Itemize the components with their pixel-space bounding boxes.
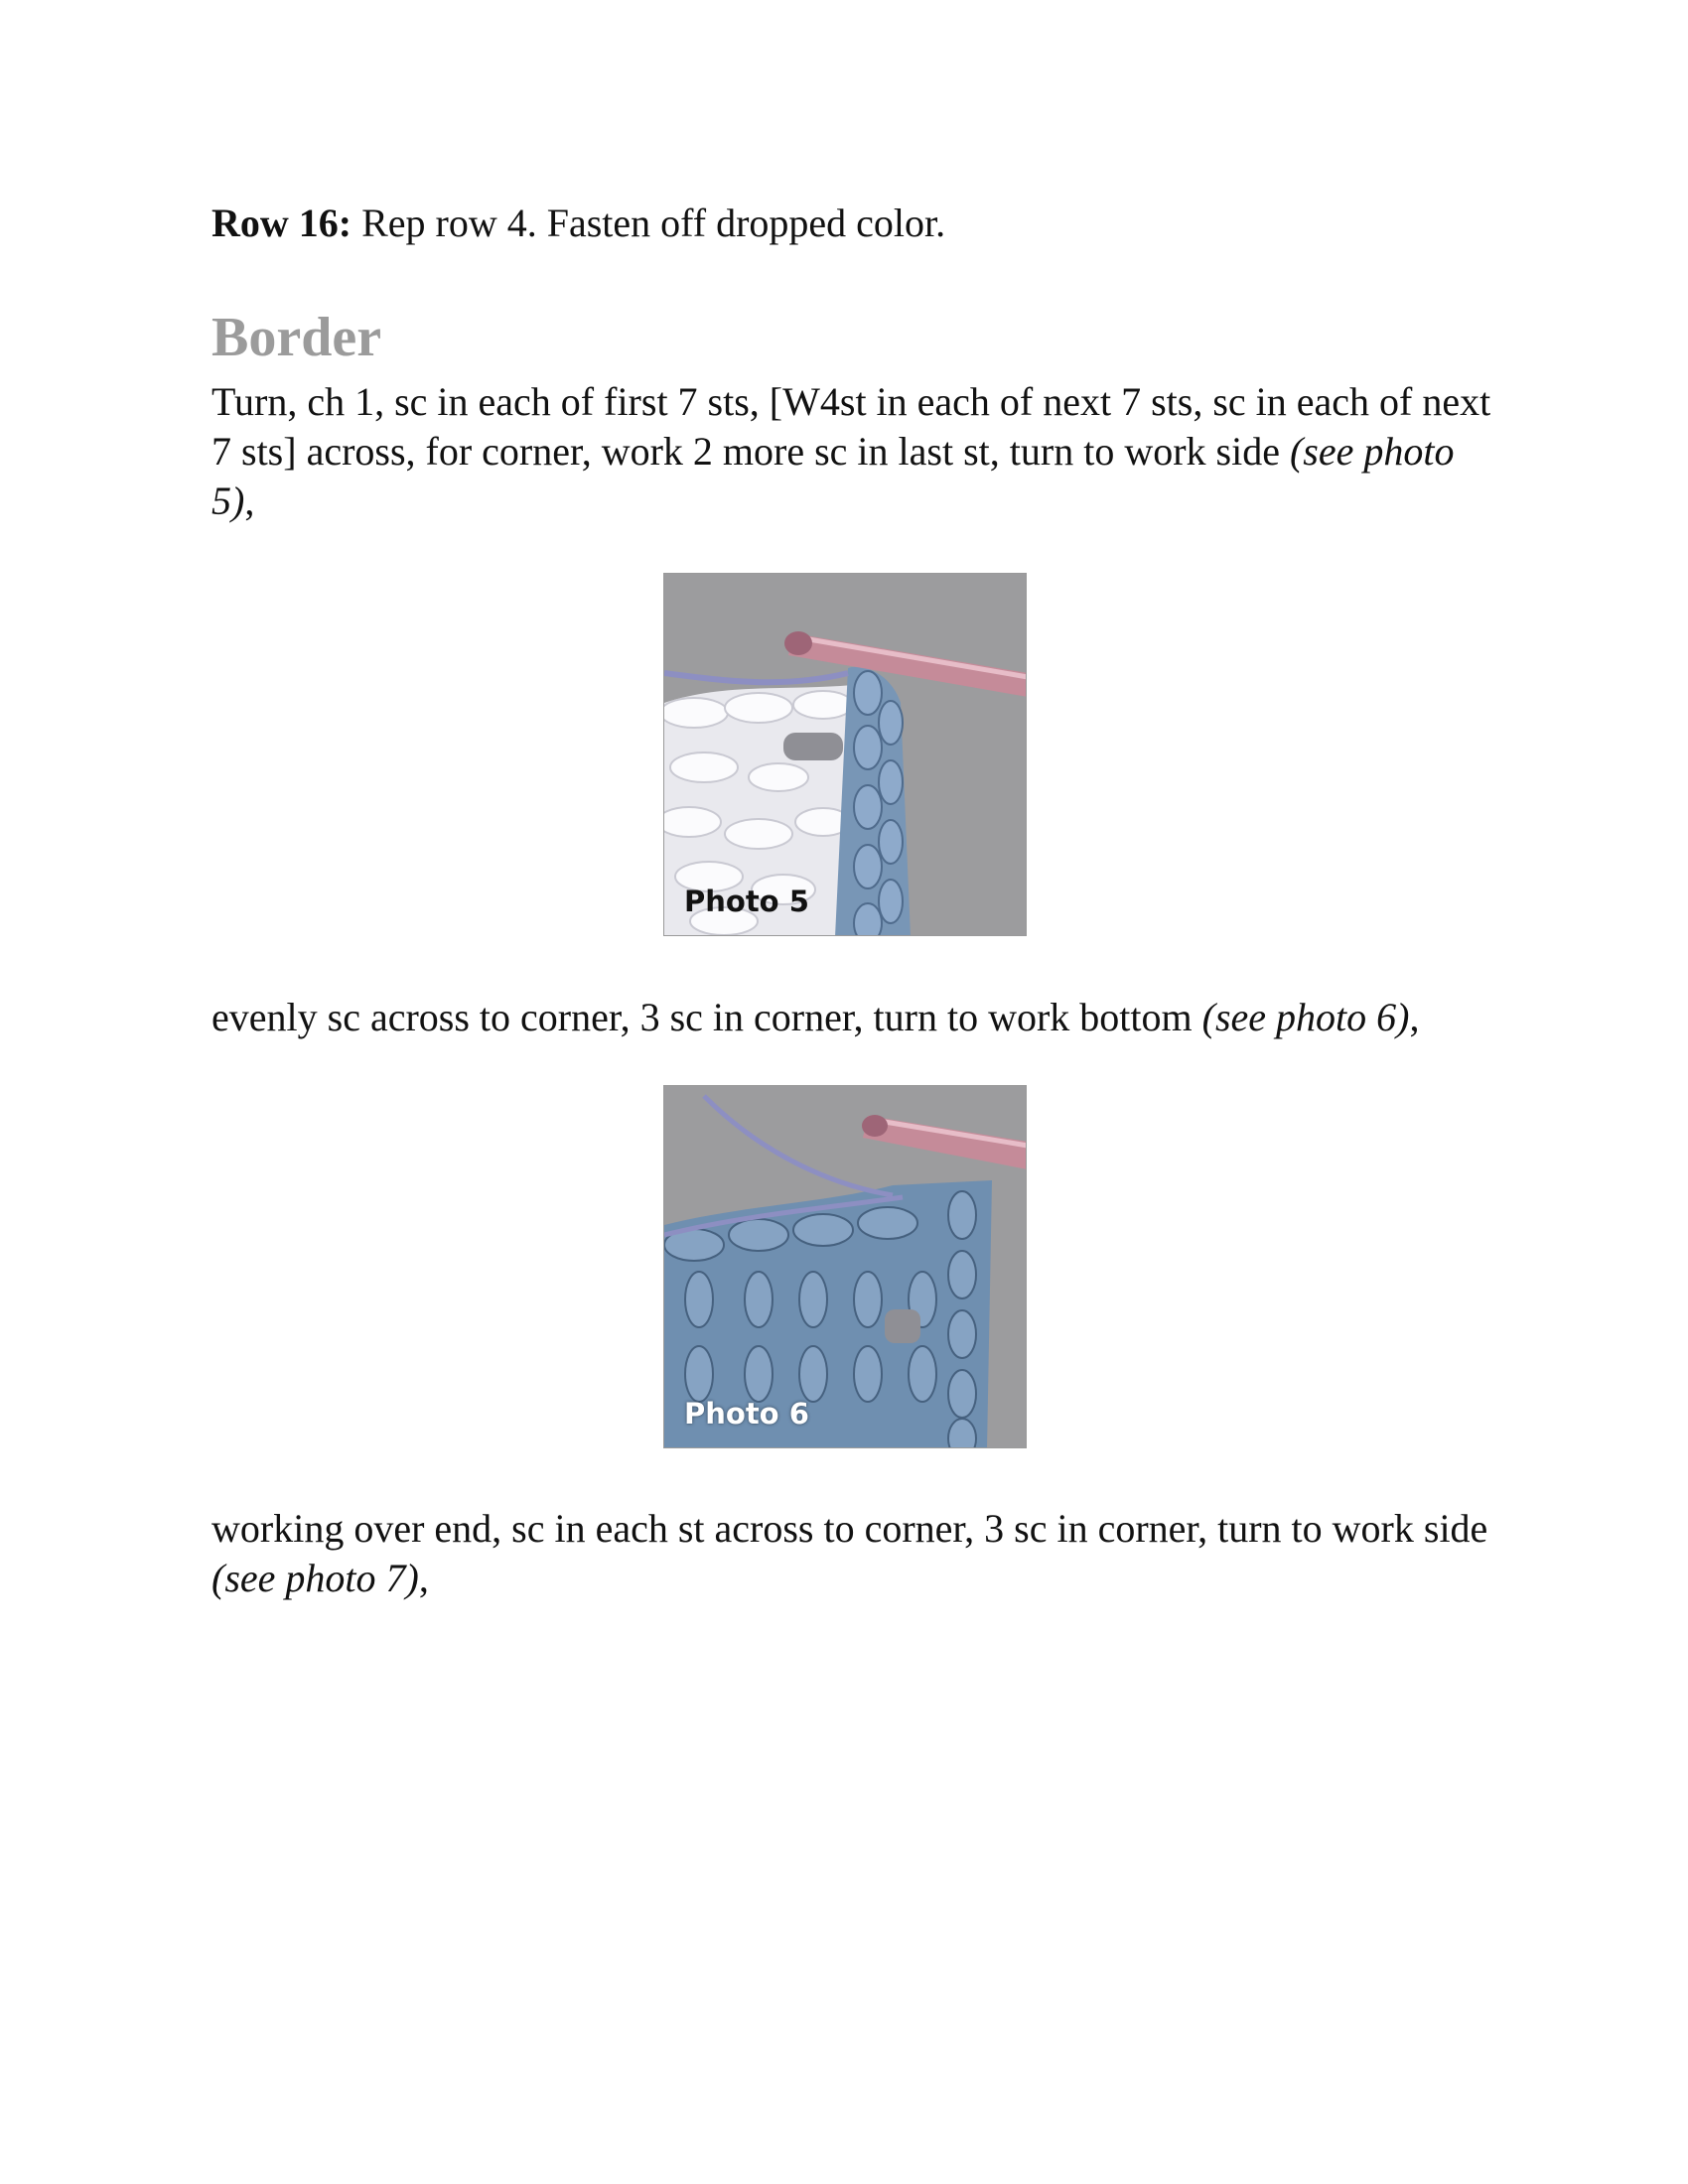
border-paragraph-3-text: working over end, sc in each st across to corner, 3 sc in corner, turn to work side (211, 1506, 1488, 1551)
photo-5-illustration (664, 574, 1027, 936)
border-paragraph-1-tail: , (244, 478, 255, 523)
photo-5 (663, 573, 1027, 936)
border-paragraph-3 (211, 1504, 1502, 1603)
photo-5-label: Photo 5 (684, 885, 809, 918)
border-heading: Border (211, 307, 382, 368)
row-16-label: Row 16: (211, 201, 352, 245)
border-paragraph-1-text: Turn, ch 1, sc in each of first 7 sts, [W4st in each of next 7 sts, sc in each of next 7 sts] across, for corner, work 2 more sc in last st, turn to work side (211, 379, 1491, 474)
photo-6-illustration (664, 1086, 1027, 1448)
border-paragraph-3-tail: , (418, 1556, 429, 1600)
border-paragraph-2-text: evenly sc across to corner, 3 sc in corner, turn to work bottom (211, 995, 1202, 1039)
border-paragraph-2-tail: , (1409, 995, 1420, 1039)
photo-6-label: Photo 6 (684, 1397, 809, 1431)
border-paragraph-2 (211, 993, 1502, 1042)
row-16-instruction (211, 199, 945, 248)
border-paragraph-1 (211, 377, 1502, 526)
photo-6 (663, 1085, 1027, 1448)
row-16-text: Rep row 4. Fasten off dropped color. (352, 201, 946, 245)
photo-6-reference: (see photo 6) (1201, 995, 1410, 1039)
photo-7-reference: (see photo 7) (211, 1556, 419, 1600)
photo-5-reference: (see photo 5) (211, 429, 1455, 523)
